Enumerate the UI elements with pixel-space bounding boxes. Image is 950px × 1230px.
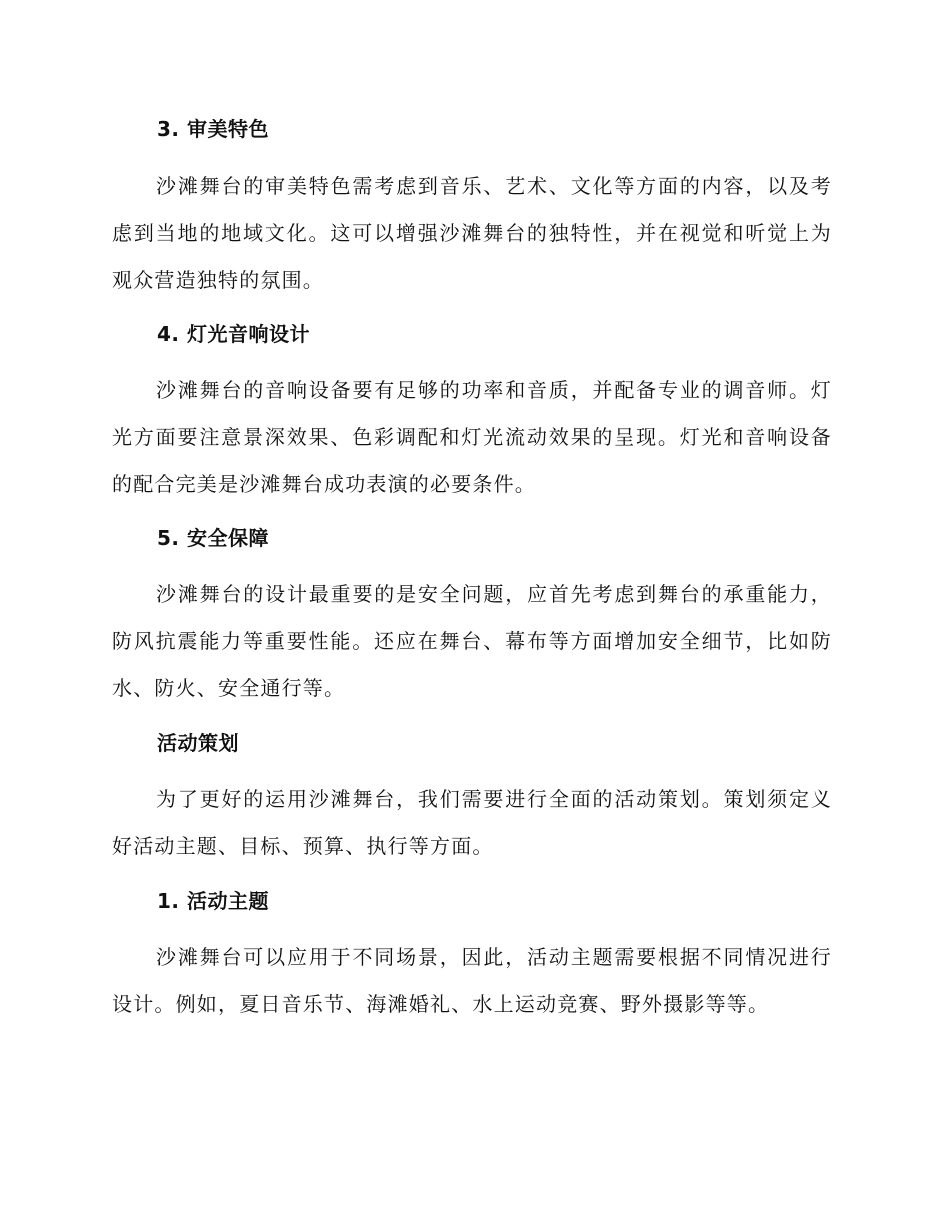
section-heading-lighting-sound: 4. 灯光音响设计 xyxy=(157,322,310,346)
section-paragraph-lighting-sound: 沙滩舞台的音响设备要有足够的功率和音质，并配备专业的调音师。灯光方面要注意景深效果、色彩调配和灯光流动效果的呈现。灯光和音响设备的配合完美是沙滩舞台成功表演的必要条件。 xyxy=(112,378,832,496)
section-heading-event-theme: 1. 活动主题 xyxy=(157,889,269,913)
section-paragraph-aesthetics: 沙滩舞台的审美特色需考虑到音乐、艺术、文化等方面的内容，以及考虑到当地的地域文化。这可以增强沙滩舞台的独特性，并在视觉和听觉上为观众营造独特的氛围。 xyxy=(112,174,832,292)
section-heading-aesthetics: 3. 审美特色 xyxy=(157,117,269,141)
section-paragraph-event-planning: 为了更好的运用沙滩舞台，我们需要进行全面的活动策划。策划须定义好活动主题、目标、预算、执行等方面。 xyxy=(112,787,832,858)
section-heading-safety: 5. 安全保障 xyxy=(157,526,269,550)
section-paragraph-safety: 沙滩舞台的设计最重要的是安全问题，应首先考虑到舞台的承重能力，防风抗震能力等重要性能。还应在舞台、幕布等方面增加安全细节，比如防水、防火、安全通行等。 xyxy=(112,582,832,700)
section-paragraph-event-theme: 沙滩舞台可以应用于不同场景，因此，活动主题需要根据不同情况进行设计。例如，夏日音乐节、海滩婚礼、水上运动竞赛、野外摄影等等。 xyxy=(112,945,832,1016)
section-heading-event-planning: 活动策划 xyxy=(157,731,239,755)
